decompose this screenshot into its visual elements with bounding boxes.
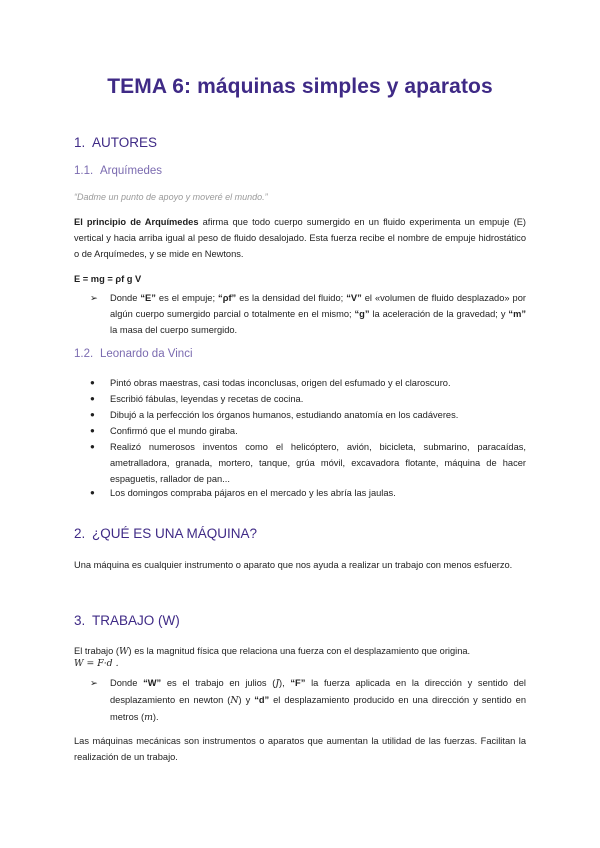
subsection-title: Arquímedes [100, 165, 163, 177]
arrow-item-definiciones [90, 290, 526, 338]
arrow-item-trabajo [90, 675, 526, 726]
section-heading-maquina [74, 526, 257, 541]
bullet-icon: ● [90, 442, 95, 451]
list-item: ● Escribió fábulas, leyendas y recetas de cocina. [90, 391, 526, 407]
list-item: ● Dibujó a la perfección los órganos humanos, estudiando anatomía en los cadáveres. [90, 407, 526, 423]
section-number: 3. [74, 613, 86, 628]
subsection-heading-leonardo [74, 348, 193, 360]
arrow-bullet-icon: ➢ [90, 293, 98, 303]
subsection-title: Leonardo da Vinci [100, 348, 193, 360]
paragraph-text: afirma que todo cuerpo sumergido en un fluido experimenta un empuje (E) vertical y hacia arriba igual al peso de fluido desalojado. Esta fuerza recibe el nombre de empuje hidrostático o de Arquímedes, y se mide en Newtons. [74, 217, 526, 259]
subsection-heading-arquimedes [74, 165, 162, 177]
section-title: ¿QUÉ ES UNA MÁQUINA? [92, 526, 258, 541]
quote: “Dadme un punto de apoyo y moveré el mundo.” [74, 192, 268, 202]
formula-trabajo: W = F·d . [74, 658, 119, 669]
list-item: ● Los domingos compraba pájaros en el mercado y les abría las jaulas. [90, 485, 526, 501]
list-item: ● Realizó numerosos inventos como el helicóptero, avión, bicicleta, submarino, paracaídas, ametralladora, granada, mortero, tanque, grúa móvil, excavadora flotante, máquina de hacer espaguetis, rallador de pan... [90, 439, 526, 487]
paragraph-maquinas-mecanicas: Las máquinas mecánicas son instrumentos o aparatos que aumentan la utilidad de las fuerzas. Facilitan la realización de un trabajo. [74, 736, 526, 762]
list-item: ● Pintó obras maestras, casi todas inconclusas, origen del esfumado y el claroscuro. [90, 375, 526, 391]
paragraph-maquina: Una máquina es cualquier instrumento o aparato que nos ayuda a realizar un trabajo con menos esfuerzo. [74, 560, 513, 570]
section-heading-autores [74, 135, 157, 150]
paragraph-trabajo: El trabajo (W) es la magnitud física que relaciona una fuerza con el desplazamiento que origina. [74, 646, 471, 657]
bullet-icon: ● [90, 488, 95, 497]
bold-term: El principio de Arquímedes [74, 217, 199, 227]
bullet-icon: ● [90, 378, 95, 387]
section-number: 2. [74, 526, 86, 541]
page-title: TEMA 6: máquinas simples y aparatos [107, 75, 493, 98]
bullet-icon: ● [90, 410, 95, 419]
formula-empuje: E = mg = ρf g V [74, 274, 142, 284]
arrow-bullet-icon: ➢ [90, 678, 98, 688]
section-heading-trabajo [74, 613, 180, 628]
bullet-icon: ● [90, 426, 95, 435]
section-number: 1. [74, 135, 86, 150]
section-title: TRABAJO (W) [92, 613, 180, 628]
subsection-number: 1.1. [74, 165, 94, 177]
arrow-item-text: Donde “W” es el trabajo en julios (J), “F” la fuerza aplicada en la dirección y sentido del desplazamiento en newton (N) y “d” el desplazamiento producido en una dirección y sentido en metros (m). [110, 678, 526, 723]
list-item: ● Confirmó que el mundo giraba. [90, 423, 526, 439]
subsection-number: 1.2. [74, 348, 94, 360]
bullet-icon: ● [90, 394, 95, 403]
paragraph-principio [74, 214, 526, 262]
section-title: AUTORES [92, 135, 158, 150]
arrow-item-text: Donde “E” es el empuje; “ρf” es la densidad del fluido; “V” el «volumen de fluido desplazado» por algún cuerpo sumergido parcial o totalmente en el mismo; “g” la aceleración de la gravedad; y “m” la masa del cuerpo sumergido. [110, 293, 526, 335]
